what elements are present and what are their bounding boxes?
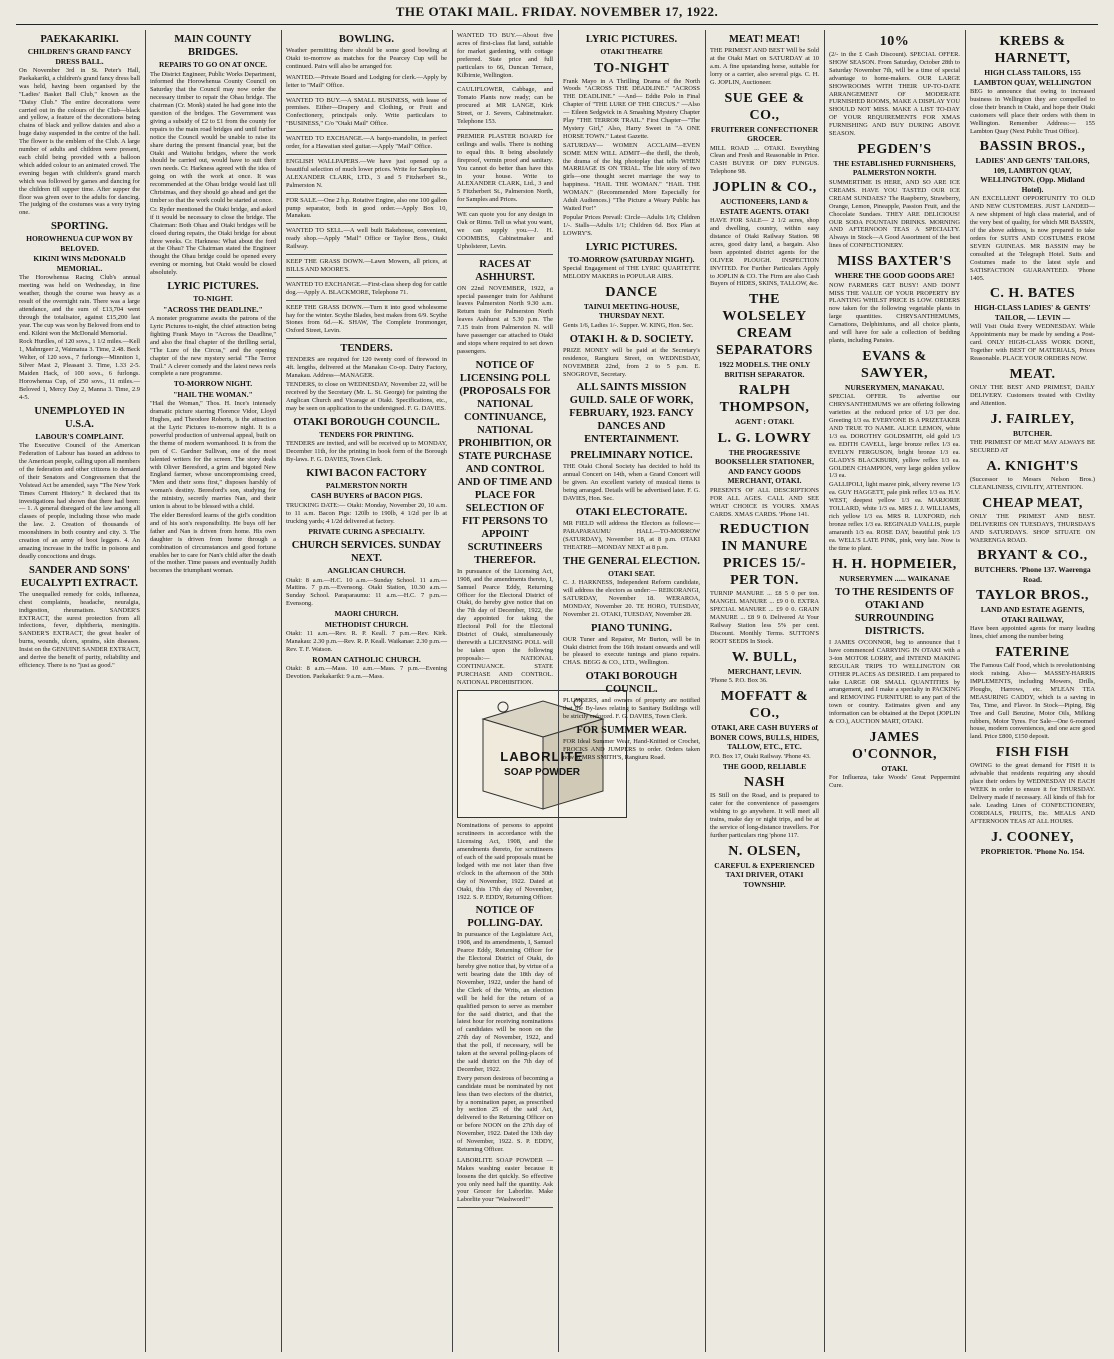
article-paragraph: Gents 1/6, Ladies 1/-. Supper. W. KING, Hon. Sec. bbox=[563, 321, 694, 329]
article-paragraph: SATURDAY— WOMEN ACCLAIM—EVEN SOME MEN WILL ADMIT—the thrill, the throb, the drama of the big photoplay that tells WHEN MARRIAGE IS ON TRIAL. The life story of two girls—one thought secret marriage the way to happiness. "HAIL THE WOMAN." "HAIL THE WOMAN." (Recommended More Especially for Adult Audiences.) "The Picture a Weary Public has Waited For!" bbox=[563, 141, 700, 212]
headline: LYRIC PICTURES. bbox=[585, 241, 678, 253]
display-heading: BASSIN BROS., bbox=[979, 139, 1086, 155]
subheading: AUCTIONEERS, LAND & ESTATE AGENTS. OTAKI bbox=[720, 197, 809, 216]
column-5 bbox=[560, 30, 703, 1352]
article-paragraph: A monster programme awaits the patrons of the Lyric Pictures to-night, the chief attraction being fighting Frank Mayo in "Across the Deadline," and also the final chapter of the thrilling serial, "The Lure of the Circus," and the opening chapter of the new mystery serial "The Terror Trail." A clever comedy and the latest news reels complete a rare programme. bbox=[150, 315, 276, 378]
article-paragraph: Weather permitting there should be some good bowling at Otaki to-morrow as matches for the Pearcey Cup will be continued. Pairs will also be arranged for. bbox=[286, 47, 447, 70]
article-paragraph: OUR Tuner and Repairer, Mr Burton, will be in Otaki district from the 16th instant onwards and will be pleased to execute tunings and piano repairs. CHAS. BEGG & CO., LTD., Wellington. bbox=[563, 635, 700, 667]
headline: MEAT! MEAT! bbox=[728, 34, 801, 45]
display-heading: JOPLIN & CO., bbox=[712, 180, 817, 196]
headline: RACES AT ASHHURST. bbox=[475, 258, 535, 283]
subheading: LADIES' AND GENTS' TAILORS, 109, LAMBTON QUAY, WELLINGTON. (Opp. Midland Hotel). bbox=[975, 156, 1090, 194]
article-paragraph: Will Visit Otaki Every WEDNESDAY. While Appointments may be made by sending a Post-card. ONLY HIGH-CLASS WORK DONE, Together with BEST OF MATERIALS, Prices Reasonable. PLACE YOUR ORDERS NOW. bbox=[970, 323, 1095, 363]
display-heading: JAMES O'CONNOR, bbox=[852, 729, 937, 762]
headline: OTAKI BOROUGH COUNCIL. bbox=[293, 416, 440, 428]
headline: OTAKI BOROUGH COUNCIL. bbox=[585, 671, 678, 696]
article-paragraph: BEG to announce that owing to increased business in Wellington they are compelled to close their branch in Otaki, and hope their Otaki customers will place their orders with them in Wellington. Remember Address:— 155 Lambton Quay (Next Public Trust Office). bbox=[970, 88, 1095, 135]
subheading: TO-NIGHT. bbox=[193, 294, 233, 304]
display-heading: RALPH THOMPSON, bbox=[719, 383, 810, 416]
subheading: PALMERSTON NORTH bbox=[325, 480, 408, 490]
classified-ad: WANTED.—Private Board and Lodging for clerk.—Apply by letter to "Mail" Office. bbox=[286, 72, 447, 94]
display-heading: MEAT. bbox=[1009, 366, 1056, 382]
subheading: THE ESTABLISHED FURNISHERS, PALMERSTON NORTH. bbox=[833, 158, 956, 178]
article-paragraph: The Executive Council of the American Federation of Labour has issued an address to the American people, calling upon all members of the federation and other citizens to demand of their Senators and Congressmen that the Volstead Act be amended, says "The New York Times Current History." It declared that its investigations had shown that there had been:— 1. A general disregard of the law among all classes of people, including those who made the law. 2. Creation of thousands of moonshiners in both country and city. 3. The creation of an army of boot leggers. 4. An amazing increase in the traffic in poisons and deadly concoctions and drugs. bbox=[19, 442, 140, 560]
article-paragraph: TRUCKING DATE:— Otaki: Monday, November 20, 10 a.m. to 11 a.m. Bacon Pigs: 120lb to 190lb, 4 1/2d per lb at trucking yards; 4 1/2d delivered at factory. bbox=[286, 501, 447, 525]
article-paragraph: (Successor to Messrs Nelson Bros.) CLEANLINESS, CIVILITY, ATTENTION. bbox=[970, 475, 1095, 491]
column-divider bbox=[965, 30, 966, 1352]
display-heading: NASH bbox=[744, 775, 785, 791]
subheading: HOROWHENUA CUP WON BY BELOVED. bbox=[26, 234, 133, 253]
column-2 bbox=[147, 30, 279, 1352]
article-paragraph: TURNIP MANURE ... £8 5 0 per ton. MANGEL MANURE ... £9 0 0. EXTRA SPECIAL MANURE ... £9 0 0. GRAIN MANURE ... £8 9 0. Delivered At Your Railway Station less 5% per cent. Discount. Monthly Terms. SUTTON'S ROOT SEEDS In Stock. bbox=[710, 590, 819, 645]
article-paragraph: Special Engagement of THE LYRIC QUARTETTE MELODY MAKERS in POPULAR AIRS. bbox=[563, 265, 700, 281]
article-paragraph: P.O. Box 17, Otaki Railway. 'Phone 43. bbox=[710, 752, 811, 760]
display-heading: FATERINE bbox=[995, 645, 1070, 661]
subheading: TO-MORROW (SATURDAY NIGHT). bbox=[568, 254, 695, 264]
classified-ad: WANTED TO BUY.—A SMALL BUSINESS, with lease of premises. Either—Drapery and Clothing, or Fruit and Confectionery, principals only. Write particulars to "BUSINESS," C/o "Otaki Mail" Office. bbox=[286, 95, 447, 133]
article-paragraph: ONLY THE BEST AND PRIMEST, DAILY DELIVERY. Customers treated with Civility and Attention. bbox=[970, 383, 1095, 407]
column-divider bbox=[452, 30, 453, 1352]
display-heading: C. H. BATES bbox=[989, 286, 1076, 302]
article-paragraph: GALLIPOLI, light mauve pink, silvery reverse 1/3 ea. GUY HAGGETT, pale pink reflex 1/3 ea. H.V. WEST, deepest yellow 1/3 ea. MARJORIE TOLLARD, white 1/3 ea. MRS J. J. WILLIAMS, rich yellow 1/3 ea. MRS R. LUXFORD, rich bronze reflex 1/3 ea. REGINALD VALLIS, purple amaranth 1/3 ea. ROSE DAY, beautiful pink 1/3 ea. WELL'S LATE PINK, pink, very late. Now is the time to plant. bbox=[829, 481, 960, 552]
subheading: ANGLICAN CHURCH. bbox=[327, 566, 406, 576]
display-heading: N. OLSEN, bbox=[728, 843, 801, 859]
subheading: FRUITERER CONFECTIONER GROCER. bbox=[710, 124, 819, 144]
display-heading: J. COONEY, bbox=[991, 829, 1074, 845]
display-heading: TAYLOR BROS., bbox=[976, 588, 1089, 604]
headline: TENDERS. bbox=[340, 343, 393, 355]
headline: ALL SAINTS MISSION GUILD. SALE OF WORK, FEBRUARY, 1923. FANCY DANCES AND ENTERTAINMENT. bbox=[569, 382, 694, 446]
subheading: ROMAN CATHOLIC CHURCH. bbox=[312, 654, 421, 664]
subheading: CAREFUL & EXPERIENCED TAXI DRIVER, OTAKI TOWNSHIP. bbox=[714, 860, 815, 889]
display-heading: L. G. LOWRY bbox=[717, 430, 812, 446]
article-paragraph: PLUMBERS, and owners of property are notified that the By-laws relating to Sanitary Buildings will be strictly enforced. F. G. DAVIES, Town Clerk. bbox=[563, 697, 700, 721]
subheading: "HAIL THE WOMAN." bbox=[173, 389, 253, 399]
headline: SPORTING. bbox=[50, 221, 109, 233]
article-paragraph: Otaki: 11 a.m.—Rev. R. P. Keall. 7 p.m.—Rev. Kirk. Manakau: 2.30 p.m.—Rev. R. P. Keall. Waikanae: 2.30 p.m.—Rev. T. F. Watson. bbox=[286, 630, 447, 653]
display-heading: TO-NIGHT bbox=[593, 60, 670, 76]
subheading: HIGH-CLASS LADIES' & GENTS' TAILOR, — LEVIN — bbox=[974, 303, 1091, 322]
article-paragraph: Otaki: 8 a.m.—H.C. 10 a.m.—Sunday School. 11 a.m.—Mattins. 7 p.m.—Evensong. Otaki Station, 10.30 a.m.—Sunday School. Paraparaumu: 11 a.m.—H.C. 7 p.m.—Evensong. bbox=[286, 576, 447, 608]
column-1 bbox=[16, 30, 143, 1352]
column-3 bbox=[283, 30, 450, 1352]
article-paragraph: HAVE FOR SALE— 2 1/2 acres, shop and dwelling, country, within easy distance of Otaki Railway Station. 98 acres, good dairy land, a bargain. Also been appointed district agents for the OLIVER PLOUGH. INSPECTION INVITED. For Further Particulars Apply to JOPLIN & CO. The Firm are also Cash Buyers of HIDES, SKINS, TALLOW, &c. bbox=[710, 217, 819, 288]
article-paragraph: The District Engineer, Public Works Department, informed the Horowhenua County Council on Saturday that the Council may now order the necessary timber to repair the Ohau bridge. The chairman (Cr. Monk) stated he had gone into the question of the bridges. The Government was giving a subsidy of £2 to £1 from the county for repairs to the main road bridges and until further notice the Council would be unable to raise its share during the present financial year, but the Otaki and Waitohu bridges, where the work should be carried out, would have to suit their own needs. Cr. Harkness agreed with the idea of going on with the work at once. It was recommended at the Ohau bridge would last till Christmas, and they should go ahead and get the timber so that the work could be started at once. bbox=[150, 70, 277, 204]
classified-ad: WANTED TO SELL.—A well built Bakehouse, convenient, ready shop.—Apply "Mail" Office or Taylor Bros., Otaki Railway. bbox=[286, 225, 447, 255]
headline: THE GENERAL ELECTION. bbox=[563, 555, 700, 567]
display-heading: DANCE bbox=[605, 284, 658, 300]
article-paragraph: Frank Mayo in A Thrilling Drama of the North Woods "ACROSS THE DEADLINE." "ACROSS THE DEADLINE." —And— Eddie Polo in Final Chapter of "THE LURE OF THE CIRCUS." —Also— Eileen Sedgwick in A Smashing Mystery Chapter Play "THE TERROR TRAIL." First Chapter—"The Mystery Girl," Also, Harry Sweet in "A ONE HORSE TOWN." Latest Gazette. bbox=[563, 77, 700, 140]
article-paragraph: C. J. HARKNESS, Independent Reform candidate, will address the electors as under:— REIKORANGI, SATURDAY, November 18. WERAROA, MONDAY, November 20. TE HORO, TUESDAY, November 21. OTAKI, TUESDAY, November 28. bbox=[563, 579, 700, 618]
article-paragraph: TENDERS are required for 120 twenty cord of firewood in 4ft. lengths, delivered at the Manakau Co-op. Dairy Factory, Manakau. Address—MANAGER. bbox=[286, 356, 447, 380]
classified-ad: WANTED TO BUY.—About five acres of first-class flat land, suitable for market gardening, with cottage preferred. State price and full particulars to 66, Duncan Terrace, Kilbirnie, Wellington. bbox=[457, 30, 553, 83]
article-paragraph: NOW FARMERS GET BUSY! AND DON'T MISS THE VALUE OF YOUR PROPERTY BY PLANTING WHILST PRICE IS LOW. ORDERS now taken for the following vegetable plants in large quantities. CHRYSANTHEMUMS, Carnations, Delphiniums, and all choice plants, and will have for sale a collection of bedding plants, including Pansies. bbox=[829, 281, 960, 344]
subheading: REPAIRS TO GO ON AT ONCE. bbox=[158, 60, 268, 69]
display-heading: THE WOLSELEY CREAM SEPARATORS bbox=[716, 292, 813, 359]
subheading: "ACROSS THE DEADLINE." bbox=[163, 304, 263, 314]
article-paragraph: In pursuance of the Legislature Act, 1908, and its amendments, I, Samuel Pearce Eddy, Returning Officer for the Electoral District of Otaki, do hereby give notice that, by virtue of a writ bearing date the 18th day of November, 1922, under the hand of the Clerk of the Writs, an election will be held for the return of a qualified person to serve as member for the said district, and that the latest hour for receiving nominations of candidates will be noon on the 27th day of November, 1922, and that the poll, if necessary, will be taken at the several polling-places of the said district on the 7th day of December, 1922. bbox=[457, 931, 553, 1073]
article-paragraph: Rock Hurdles, of 120 sovs., 1 1/2 miles.—Kell 1, Mahnrgeer 2, Waimatua 3. Time, 2.48. Beck Welter, of 120 sovs., 7 furlongs—Minniton 1, Silver Mast 2, Pleasant 3. Time, 1.33 2-5. Maiden Hack, of 100 sovs., 6 furlongs. Horowhenua Cup, of 250 sovs., 11 miles.—Beloved 1, Mercy Day 2, Manna 3. Time, 2.9 4-5. bbox=[19, 338, 140, 401]
display-heading: MISS BAXTER'S bbox=[837, 254, 952, 270]
display-heading: W. BULL, bbox=[731, 649, 798, 665]
classified-ad: CAULIFLOWER, Cabbage, and Tomato Plants now ready; can be procured at MR LANGE, Kirk Street, or J. Severs, Cabinetmaker. Telephone 153. bbox=[457, 84, 553, 130]
subheading: LABOUR'S COMPLAINT. bbox=[35, 431, 124, 441]
headline: PIANO TUNING. bbox=[591, 622, 672, 634]
article-paragraph: THE Otaki Choral Society has decided to hold its annual Concert on 14th, when a Grand Concert will be given. An excellent variety of musical items is being arranged. Details will be advertised later. F. G. DAVIES, Hon. Sec. bbox=[563, 463, 700, 503]
subheading: TENDERS FOR PRINTING. bbox=[319, 429, 414, 439]
article-paragraph: MILL ROAD ... OTAKI. Everything Clean and Fresh and Reasonable in Price. CASH BUYER OF DRY FUNGUS. Telephone 98. bbox=[710, 144, 819, 176]
subheading: NURSERYMEN, MANAKAU. bbox=[844, 382, 945, 392]
column-divider bbox=[281, 30, 282, 1352]
article-paragraph: FOR Ideal Summer Wear, Hand-Knitted or Crochet, FROCKS AND JUMPERS to order. Orders taken now at MRS SMITH'S, Rangiuru Road. bbox=[563, 738, 700, 761]
subheading: OTAKI SEAT. bbox=[608, 568, 655, 578]
subheading: OTAKI THEATRE bbox=[600, 47, 663, 56]
article-paragraph: SPECIAL OFFER. To advertise our CHRYSANTHEMUMS we are offering following varieties at the reduced price of 1/3 per doz. Greeting 1/3 ea. EVERYONE IS A PRIZETAKER AND TRUE TO NAME. ALICE LEMON, white 1/3 ea. DOROTHY GOLDSMITH, old gold 1/3 ea. EDITH CAVELL, large bronze reflex 1/3 ea. EVELYN FERGUSON, bright bronze 1/3 ea. GLADYS BLACKBURN, yellow reflex 1/3 ea. GOLDEN CHAMPION, very large golden yellow 1/3 ea. bbox=[829, 393, 960, 480]
column-divider bbox=[145, 30, 146, 1352]
article-paragraph: MR FIELD will address the Electors as follows:— PARAPARAUMU HALL—TO-MORROW (SATURDAY), November 18, at 8 p.m. OTAKI THEATRE—MONDAY NEXT at 8 p.m. bbox=[563, 520, 700, 551]
display-heading: REDUCTION IN MANURE PRICES 15/- PER TON. bbox=[719, 522, 810, 589]
headline: NOTICE OF POLLING-DAY. bbox=[467, 905, 543, 930]
headline: BOWLING. bbox=[338, 34, 395, 45]
article-paragraph: For Influenza, take Woods' Great Peppermint Cure. bbox=[829, 774, 960, 790]
article-paragraph: 'Phone 5. P.O. Box 36. bbox=[710, 677, 768, 685]
article-paragraph: Cr. Ryder mentioned the Otaki bridge, and asked if it would be necessary to close the bridge. The Chairman: Both Ohau and Otaki bridges will be closed during repairs, the Otaki bridge for about three weeks. Cr. Harkness: What about the ford at the Ohau? The Chairman stated the Engineer thought the Ohau bridge could be opened every evening or morning, but Otaki would be closed absolutely. bbox=[150, 205, 276, 277]
article-paragraph: Otaki: 8 a.m.—Mass. 10 a.m.—Mass. 7 p.m.—Evening Devotion. Paekakariki: 9 a.m.—Mass. bbox=[286, 665, 447, 681]
soap-product: SOAP POWDER bbox=[504, 767, 580, 779]
classified-ad: ENGLISH WALLPAPERS.—We have just opened up a beautiful selection of much lower prices. Write for Samples to ALEXANDER CLARK, LTD., 3 and 5 Fitzherbert St., Palmerston N. bbox=[286, 156, 447, 194]
subheading: PROPRIETOR. 'Phone No. 154. bbox=[980, 846, 1085, 856]
display-heading: 10% bbox=[879, 34, 910, 49]
subheading: THE GOOD, RELIABLE bbox=[722, 761, 807, 771]
display-heading: BRYANT & CO., bbox=[977, 548, 1088, 564]
subheading: CHILDREN'S GRAND FANCY DRESS BALL. bbox=[27, 47, 132, 66]
subheading: BUTCHERS. 'Phone 137. Waerenga Road. bbox=[974, 565, 1091, 584]
display-heading: A. KNIGHT'S bbox=[986, 458, 1079, 474]
column-8 bbox=[967, 30, 1098, 1352]
classified-ad: KEEP THE GRASS DOWN.—Turn it into good wholesome hay for the winter. Scythe Blades, best makes from 6/9. Scythe Stones from 6d.—K. SHAW, The Complete Ironmonger, Oxford Street, Levin. bbox=[286, 302, 447, 340]
headline: OTAKI H. & D. SOCIETY. bbox=[569, 333, 694, 345]
classified-ad: LABORLITE SOAP POWDER — Makes washing easier because it loosens the dirt quickly. So effective you only need half the quantity. Ask your Grocer for Laborlite. Make Laborlite your "Washword!" bbox=[457, 1155, 553, 1208]
headline: LYRIC PICTURES. bbox=[167, 281, 259, 293]
display-heading: H. H. HOPMEIER, bbox=[832, 556, 957, 572]
article-paragraph: PRIZE MONEY will be paid at the Secretary's residence, Rangiuru Street, on WEDNESDAY, NOVEMBER 22nd, from 2 to 5 p.m. E. SNOGROVE, Secretary. bbox=[563, 346, 700, 378]
article-paragraph: In pursuance of the Licensing Act, 1908, and the amendments thereto, I, Samuel Pearce Eddy, Returning Officer for the Electoral District of Otaki, do hereby give notice that on the 7th day of December, 1922, the day appointed for taking the Electoral Poll for the Electoral District of Otaki, simultaneously therewith a LICENSING POLL will be taken upon the following proposals:— NATIONAL CONTINUANCE. STATE PURCHASE AND CONTROL. NATIONAL PROHIBITION. bbox=[457, 567, 553, 686]
display-heading: CHEAP MEAT, bbox=[982, 495, 1083, 511]
article-paragraph: ONLY THE PRIMEST AND BEST. DELIVERIES ON TUESDAYS, THURSDAYS AND SATURDAYS. SHOP SITUATE ON WAERENGA ROAD. bbox=[970, 512, 1095, 544]
display-heading: PEGDEN'S bbox=[857, 141, 932, 157]
article-paragraph: THE PRIMEST OF MEAT MAY ALWAYS BE SECURED AT bbox=[970, 439, 1095, 455]
column-divider bbox=[705, 30, 706, 1352]
column-4 bbox=[454, 30, 584, 1352]
subheading: THE PROGRESSIVE BOOKSELLER STATIONER, AND FANCY GOODS MERCHANT, OTAKI. bbox=[715, 447, 814, 486]
display-heading: KREBS & HARNETT, bbox=[994, 34, 1071, 66]
subheading: AGENT : OTAKI. bbox=[734, 417, 795, 427]
subheading: WHERE THE GOOD GOODS ARE! bbox=[834, 271, 955, 281]
classified-ad: PREMIER PLASTER BOARD for ceilings and walls. There is nothing to equal this. It being absolutely fireproof, vermin proof and sanitary. You cannot do better than have this in your house. Write to ALEXANDER CLARK, Ltd., 3 and 5 Fitzherbert St., Palmerston North, for Samples and Prices. bbox=[457, 131, 553, 208]
subheading: TO-MORROW NIGHT. bbox=[173, 379, 253, 389]
headline: KIWI BACON FACTORY bbox=[306, 467, 427, 479]
display-heading: EVANS & SAWYER, bbox=[861, 348, 928, 381]
display-heading: SUE GEE & CO., bbox=[724, 90, 805, 123]
headline: MAIN COUNTY BRIDGES. bbox=[174, 34, 252, 58]
article-paragraph: Nominations of persons to appoint scrutineers in accordance with the Licensing Act, 1908, and the amendments thereto, for scrutineers of each of the said proposals must be lodged with me not later than five o'clock in the afternoon of the 30th day of November, 1922. Dated at Otaki, this 17th day of November, 1922. S. P. EDDY, Returning Officer. bbox=[457, 822, 553, 901]
subheading: OTAKI, ARE CASH BUYERS of BONER COWS, BULLS, HIDES, TALLOW, ETC., ETC. bbox=[710, 723, 819, 752]
display-heading: MOFFATT & CO., bbox=[720, 689, 809, 722]
article-paragraph: PRESENTS OF ALL DESCRIPTIONS FOR ALL AGES. CALL AND SEE WHAT CHOICE IS YOURS. XMAS CARDS. XMAS CARDS. 'Phone 141. bbox=[710, 486, 819, 518]
article-paragraph: IS Still on the Road, and is prepared to cater for the convenience of passengers wishing to go anywhere. It will meet all trains, make day or night trips, and be at the service of long-distance travellers. For further particulars ring 'phone 117. bbox=[710, 792, 819, 839]
display-heading: J. FAIRLEY, bbox=[990, 411, 1075, 427]
soap-brand: LABORLITE bbox=[500, 749, 584, 765]
display-heading: FISH FISH bbox=[995, 745, 1070, 761]
subheading: 1922 MODELS. THE ONLY BRITISH SEPARATOR. bbox=[718, 360, 811, 379]
classified-ad: WANTED TO EXCHANGE.—First-class sheep dog for cattle dog.—Apply A. BLACKMORE, Telephone 71. bbox=[286, 279, 447, 301]
column-divider bbox=[558, 30, 559, 1352]
headline: OTAKI ELECTORATE. bbox=[575, 507, 688, 518]
subheading: PRIVATE CURING A SPECIALTY. bbox=[308, 526, 425, 536]
headline: CHURCH SERVICES. SUNDAY NEXT. bbox=[291, 540, 442, 565]
classified-ad: FOR SALE.—One 2 h.p. Rotative Engine, also one 100 gallon pump separator, both in good order.—Apply Box 10, Manakau. bbox=[286, 195, 447, 225]
masthead-rule bbox=[16, 24, 1098, 25]
article-paragraph: OWING to the great demand for FISH it is advisable that residents requiring any should place their orders by WEDNESDAY IN EACH WEEK in order to ensure it for THURSDAY. Delivery made if necessary. All kinds of fish for sale. Leading Lines of CONFECTIONERY, CORDIALS, FRUITS, Etc. MEALS AND AFTERNOON TEAS AT ALL HOURS. bbox=[970, 762, 1095, 825]
article-paragraph: TENDERS, to close on WEDNESDAY, November 22, will be received by the Secretary (Mr. L. St. George) for painting the Anglican Church and Vicarage at Otaki. Specifications, etc., may be seen on application to the undersigned. F. G. DAVIES. bbox=[286, 381, 447, 412]
classified-ad: WE can quote you for any design in Oak or Rimu. Tell us what you want, we can supply you.—J. H. COOMBES, Cabinetmaker and Upholsterer, Levin. bbox=[457, 209, 553, 255]
subheading: METHODIST CHURCH. bbox=[324, 619, 409, 629]
subheading: NURSERYMEN ...... WAIKANAE bbox=[839, 573, 950, 583]
article-paragraph: AN EXCELLENT OPPORTUNITY TO OLD AND NEW CUSTOMERS. JUST LANDED—A new shipment of high class material, and of the very best of quality, for which MR BASSIN, of the above address, is now prepared to take orders for SUITS AND COSTUMES FROM SEVEN GUINEAS. MR BASSIN may be consulted at the Telegraph Hotel. Suits and Costumes made to the latest style and SATISFACTION GUARANTEED. 'Phone 1405. bbox=[970, 195, 1095, 282]
article-paragraph: Have been appointed agents for many leading lines, chief among the number being bbox=[970, 625, 1095, 641]
subheading: HIGH CLASS TAILORS, 155 LAMBTON QUAY, WELLINGTON bbox=[973, 68, 1092, 87]
headline: PAEKAKARIKI. bbox=[40, 34, 119, 45]
article-paragraph: On November 3rd in St. Peter's Hall, Paekakariki, a children's grand fancy dress ball was held, having been organised by the "Ladies' Basket Ball Club," known as the "Daisy Club." The entire decorations were carried out in the colours of the Club—black and yellow, a feature of the decorations being chains of black and yellow daisies and also a huge daisy suspended in the centre of the hall. The flower is the emblem of the Club. A large number of adults and children were present, each child being provided with a balloon which added colour to an animated crowd. The evening began with children's grand march which was followed by games and dancing for the children till supper time. After supper the floor was given over to the adults for dancing. The judging of the costumes was a very trying one. bbox=[19, 67, 140, 217]
column-6 bbox=[707, 30, 822, 1352]
article-paragraph: SUMMERTIME IS HERE, AND SO ARE ICE CREAMS. HAVE YOU TASTED OUR ICE CREAM SUNDAES? The Raspberry, Strawberry, Orange, Lemon, Pineapple, Passion Fruit, and the Chocolate Sundaes. THEY ARE DELICIOUS! OUR SODA FOUNTAIN DRINKS. MORNING AND AFTERNOON TEAS A SPECIALTY. Always in Stock—A Good Assortment of the best lines of CONFECTIONERY. bbox=[829, 178, 960, 250]
subheading: TAINUI MEETING-HOUSE, THURSDAY NEXT. bbox=[583, 301, 680, 321]
article-paragraph: The Famous Calf Food, which is revolutionising stock raising. Also— MASSEY-HARRIS IMPLEMENTS, including Mowers, Drills, Ploughs, Harrows, etc. M'LEAN TEA MEASURING CADDY, which is a saving in Tea, Time, and Flavor. In Stock—Piping, Big Tree and Gull Benzine, Motor Oils, Milking rubbers, Motor Tyres. For Sale—One 6-roomed house, modern conveniences, and one acre good land. Price £800, £150 deposit. bbox=[970, 662, 1095, 741]
subheading: MERCHANT, LEVIN. bbox=[727, 666, 802, 676]
headline: FOR SUMMER WEAR. bbox=[576, 725, 687, 736]
article-paragraph: TENDERS are invited, and will be received up to MONDAY, December 11th, for the printing in book form of the Borough By-laws. F. G. DAVIES, Town Clerk. bbox=[286, 440, 447, 463]
classified-ad: WANTED TO EXCHANGE.—A banjo-mandolin, in perfect order, for a Hawaiian steel guitar.—Apply "Mail" Office. bbox=[286, 133, 447, 155]
headline: NOTICE OF LICENSING POLL (PROPOSALS FOR NATIONAL CONTINUANCE, NATIONAL PROHIBITION, OR STATE PURCHASE AND CONTROL AND OF TIME AND PLACE FOR SELECTION OF FIT PERSONS TO APPOINT SCRUTINEERS THEREFOR. bbox=[457, 359, 553, 566]
article-paragraph: I JAMES O'CONNOR, beg to announce that I have commenced CARRYING IN OTAKI with a 3-ton MOTOR LORRY, and INTEND MAKING REGULAR TRIPS TO WELLINGTON OR OTHER PLACES AS DESIRED. I am prepared to take LARGE OR SMALL QUANTITIES by arrangement, and I make a specialty in PACKING and REMOVING FURNITURE to any part of the town or country. Estimates given and any information can be obtained at the Depot (JOPLIN & CO.), AUCTION MART, OTAKI. bbox=[829, 639, 960, 726]
article-paragraph: Popular Prices Prevail: Circle—Adults 1/6; Children 1/-. Stalls—Adults 1/1; Children 6d. Box Plan at LOWRY'S. bbox=[563, 213, 700, 237]
subheading: OTAKI. bbox=[881, 763, 908, 773]
headline: TO THE RESIDENTS OF OTAKI AND SURROUNDING DISTRICTS. bbox=[835, 587, 954, 637]
article-paragraph: The Horowhenua Racing Club's annual meeting was held on Wednesday, in fine weather, though the course was heavy as a result of the overnight rain. There was a large attendance, and the sum of £13,704 went through the totalisator, against £15,200 last year. The cup was won by Beloved from end to end. Kikini won the McDonald Memorial. bbox=[19, 274, 140, 337]
subheading: BUTCHER. bbox=[1013, 428, 1052, 438]
article-paragraph: "Hail the Woman," Thos. H. Ince's intensely dramatic picture starring Florence Vidor, Lloyd Hughes, and Theodore Roberts, is the attraction at the Lyric Pictures to-morrow night. It is a powerful production of universal appeal, built on the theme of modern womanhood. It is from the pen of C. Gardner Sullivan, one of the most talented writers for the screen. The story deals with Oliver Beresford, a grim and bigoted New England farmer, whose uncompromising creed, "Men and their sons first," disposes harshly of woman's destiny. Beresford's son, studying for the ministry, secretly marries Nan, and their union is about to be blessed with a child. bbox=[150, 400, 276, 511]
article-paragraph: (2/- in the £ Cash Discount). SPECIAL OFFER. SHOW SEASON. From Saturday, October 28th to Saturday November 7th, will be a time of special advantage to home-makers. OUR LARGE SHOWROOMS WITH THEIR UP-TO-DATE ARRANGEMENT OF MODERATE FURNISHED ROOMS, MAKE A DISPLAY YOU SHOULD NOT MISS. MAKE A LIST TO-DAY OF YOUR REQUIREMENTS FOR XMAS FURNISHING AND BUY DURING ABOVE SEASON. bbox=[829, 51, 960, 138]
article-paragraph: THE PRIMEST AND BEST Will be Sold at the Otaki Mart on SATURDAY at 10 a.m. A fine upstanding horse, suitable for lorry or a carrier, also several pigs. C. H. G. JOPLIN, Auctioneer. bbox=[710, 47, 819, 86]
column-divider bbox=[824, 30, 825, 1352]
article-paragraph: ON 22nd NOVEMBER, 1922, a special passenger train for Ashhurst leaves Palmerston North 9.30 a.m. Return train for Palmerston North leaves Ashhurst at 5.30 p.m. The 7.15 train from Palmerston N. will have passenger car attached to Otaki and stops where required to set down passengers. bbox=[457, 284, 553, 355]
headline: SANDER AND SONS' EUCALYPTI EXTRACT. bbox=[21, 564, 138, 589]
article-paragraph: The elder Beresford learns of the girl's condition and of his son's responsibility. He buys off her father and Nan is driven from home. His own daughter is driven from home through a combination of circumstances and good fortune enables her to care for Nan's child after the death of the mother. Time passes and eventually Judith becomes the triumphant woman. bbox=[150, 512, 276, 575]
subheading: LAND AND ESTATE AGENTS, OTAKI RAILWAY, bbox=[980, 605, 1085, 624]
article-paragraph: Every person desirous of becoming a candidate must be nominated by not less than two electors of the district, by a nomination paper, as prescribed by section 25 of the said Act, delivered to the Returning Officer on or before NOON on the 27th day of November, 1922. Dated the 13th day of November, 1922. S. P. EDDY, Returning Officer. bbox=[457, 1074, 553, 1153]
masthead: THE OTAKI MAIL. FRIDAY. NOVEMBER 17, 1922. bbox=[395, 4, 719, 19]
subheading: MAORI CHURCH. bbox=[334, 609, 399, 619]
subheading: KIKINI WINS McDONALD MEMORIAL. bbox=[33, 254, 126, 273]
classified-ad: KEEP THE GRASS DOWN.—Lawn Mowers, all prices, at BILLS AND MOORE'S. bbox=[286, 256, 447, 278]
subheading: CASH BUYERS of BACON PIGS. bbox=[310, 491, 423, 501]
headline: UNEMPLOYED IN U.S.A. bbox=[34, 405, 125, 430]
article-paragraph: The unequalled remedy for colds, influenza, chest complaints, headache, neuralgia, indigestion, rheumatism. SANDER'S EXTRACT, the surest protection from all infections, fever, diphtheria, meningitis. SANDER'S EXTRACT, the great healer of burns, wounds, ulcers, sprains, skin diseases. Insist on the GENUINE SANDER EXTRACT, and derive the benefit of purity, reliability and efficiency. There is no "just as good." bbox=[19, 590, 140, 669]
headline: LYRIC PICTURES. bbox=[585, 34, 678, 45]
headline: PRELIMINARY NOTICE. bbox=[570, 450, 693, 462]
column-7 bbox=[826, 30, 963, 1352]
